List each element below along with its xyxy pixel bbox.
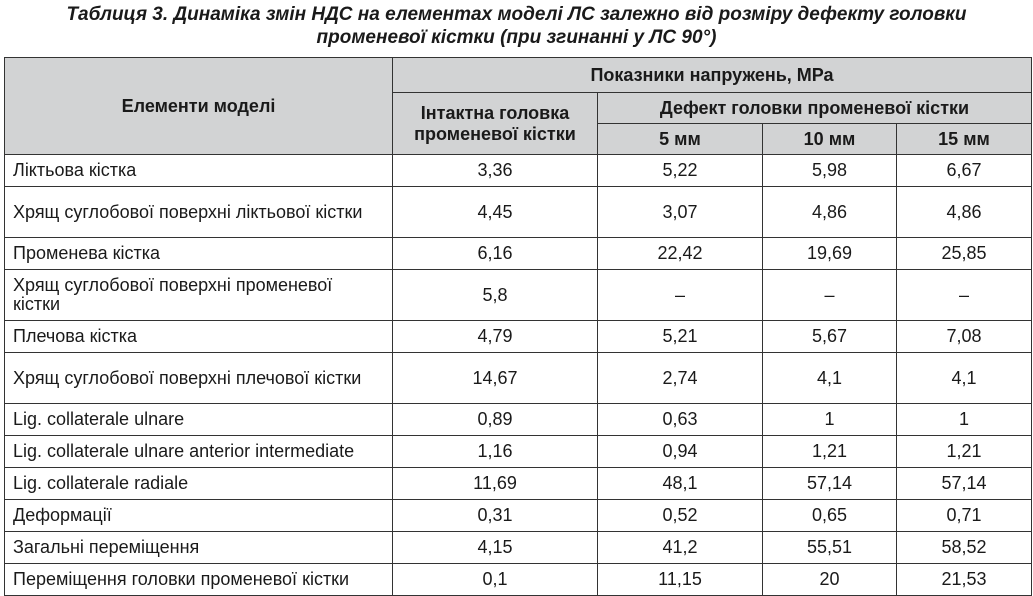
header-indicators: Показники напружень, МРа	[393, 58, 1032, 93]
cell-defect-15mm: –	[897, 270, 1032, 321]
cell-intact: 3,36	[393, 155, 598, 187]
table-row	[5, 500, 1032, 532]
cell-defect-5mm: 5,22	[598, 155, 763, 187]
cell-intact: 11,69	[393, 468, 598, 500]
cell-defect-5mm: –	[598, 270, 763, 321]
header-defect-10mm: 10 мм	[763, 124, 897, 155]
cell-defect-5mm: 5,21	[598, 321, 763, 353]
cell-defect-10mm: 4,86	[763, 187, 897, 238]
cell-defect-5mm: 0,94	[598, 436, 763, 468]
cell-element: Деформації	[5, 500, 393, 532]
cell-intact: 0,31	[393, 500, 598, 532]
table-row	[5, 270, 1032, 321]
header-intact-line-2: променевої кістки	[414, 123, 576, 144]
table-row	[5, 404, 1032, 436]
cell-defect-15mm: 7,08	[897, 321, 1032, 353]
table-row	[5, 532, 1032, 564]
table-row	[5, 564, 1032, 596]
cell-element: Переміщення головки променевої кістки	[5, 564, 393, 596]
caption-line-1: Таблиця 3. Динаміка змін НДС на елементах моделі ЛС залежно від розміру дефекту головки	[66, 4, 967, 25]
table-row	[5, 238, 1032, 270]
cell-defect-10mm: 5,67	[763, 321, 897, 353]
cell-defect-5mm: 48,1	[598, 468, 763, 500]
cell-defect-10mm: 1	[763, 404, 897, 436]
cell-defect-10mm: 55,51	[763, 532, 897, 564]
cell-intact: 6,16	[393, 238, 598, 270]
table-row	[5, 353, 1032, 404]
cell-intact: 0,1	[393, 564, 598, 596]
cell-element: Lig. collaterale radiale	[5, 468, 393, 500]
cell-defect-15mm: 21,53	[897, 564, 1032, 596]
cell-defect-5mm: 3,07	[598, 187, 763, 238]
cell-element: Хрящ суглобової поверхні плечової кістки	[5, 353, 393, 404]
cell-defect-15mm: 6,67	[897, 155, 1032, 187]
cell-defect-15mm: 0,71	[897, 500, 1032, 532]
table-caption	[0, 3, 1033, 49]
cell-intact: 4,15	[393, 532, 598, 564]
cell-defect-10mm: 4,1	[763, 353, 897, 404]
cell-defect-15mm: 1,21	[897, 436, 1032, 468]
cell-element: Загальні переміщення	[5, 532, 393, 564]
caption-line-2: променевої кістки (при згинанні у ЛС 90°)	[316, 27, 717, 48]
table-row	[5, 436, 1032, 468]
table-row	[5, 155, 1032, 187]
cell-intact: 4,45	[393, 187, 598, 238]
cell-element: Хрящ суглобової поверхні променевої кістки	[5, 270, 393, 321]
cell-defect-5mm: 0,52	[598, 500, 763, 532]
cell-element: Lig. collaterale ulnare	[5, 404, 393, 436]
cell-defect-15mm: 4,86	[897, 187, 1032, 238]
table-row	[5, 468, 1032, 500]
header-defect-5mm: 5 мм	[598, 124, 763, 155]
cell-intact: 4,79	[393, 321, 598, 353]
cell-defect-10mm: –	[763, 270, 897, 321]
cell-element: Lig. collaterale ulnare anterior intermediate	[5, 436, 393, 468]
cell-defect-5mm: 2,74	[598, 353, 763, 404]
cell-intact: 14,67	[393, 353, 598, 404]
table-row	[5, 321, 1032, 353]
cell-element: Плечова кістка	[5, 321, 393, 353]
cell-defect-5mm: 41,2	[598, 532, 763, 564]
cell-defect-10mm: 57,14	[763, 468, 897, 500]
cell-intact: 1,16	[393, 436, 598, 468]
header-intact-line-1: Інтактна головка	[420, 102, 570, 123]
cell-defect-15mm: 25,85	[897, 238, 1032, 270]
header-elements: Елементи моделі	[5, 58, 393, 155]
cell-defect-5mm: 22,42	[598, 238, 763, 270]
header-intact	[393, 93, 598, 155]
cell-intact: 0,89	[393, 404, 598, 436]
cell-element: Променева кістка	[5, 238, 393, 270]
cell-defect-10mm: 20	[763, 564, 897, 596]
cell-defect-10mm: 5,98	[763, 155, 897, 187]
table-row	[5, 187, 1032, 238]
header-defect-15mm: 15 мм	[897, 124, 1032, 155]
cell-intact: 5,8	[393, 270, 598, 321]
cell-defect-15mm: 1	[897, 404, 1032, 436]
cell-defect-15mm: 58,52	[897, 532, 1032, 564]
cell-element: Ліктьова кістка	[5, 155, 393, 187]
cell-defect-10mm: 19,69	[763, 238, 897, 270]
cell-defect-10mm: 0,65	[763, 500, 897, 532]
cell-defect-5mm: 11,15	[598, 564, 763, 596]
cell-defect-15mm: 57,14	[897, 468, 1032, 500]
cell-element: Хрящ суглобової поверхні ліктьової кістки	[5, 187, 393, 238]
data-table	[4, 57, 1032, 596]
header-defect: Дефект головки променевої кістки	[598, 93, 1032, 124]
cell-defect-10mm: 1,21	[763, 436, 897, 468]
cell-defect-15mm: 4,1	[897, 353, 1032, 404]
header-row-1	[5, 58, 1032, 93]
cell-defect-5mm: 0,63	[598, 404, 763, 436]
